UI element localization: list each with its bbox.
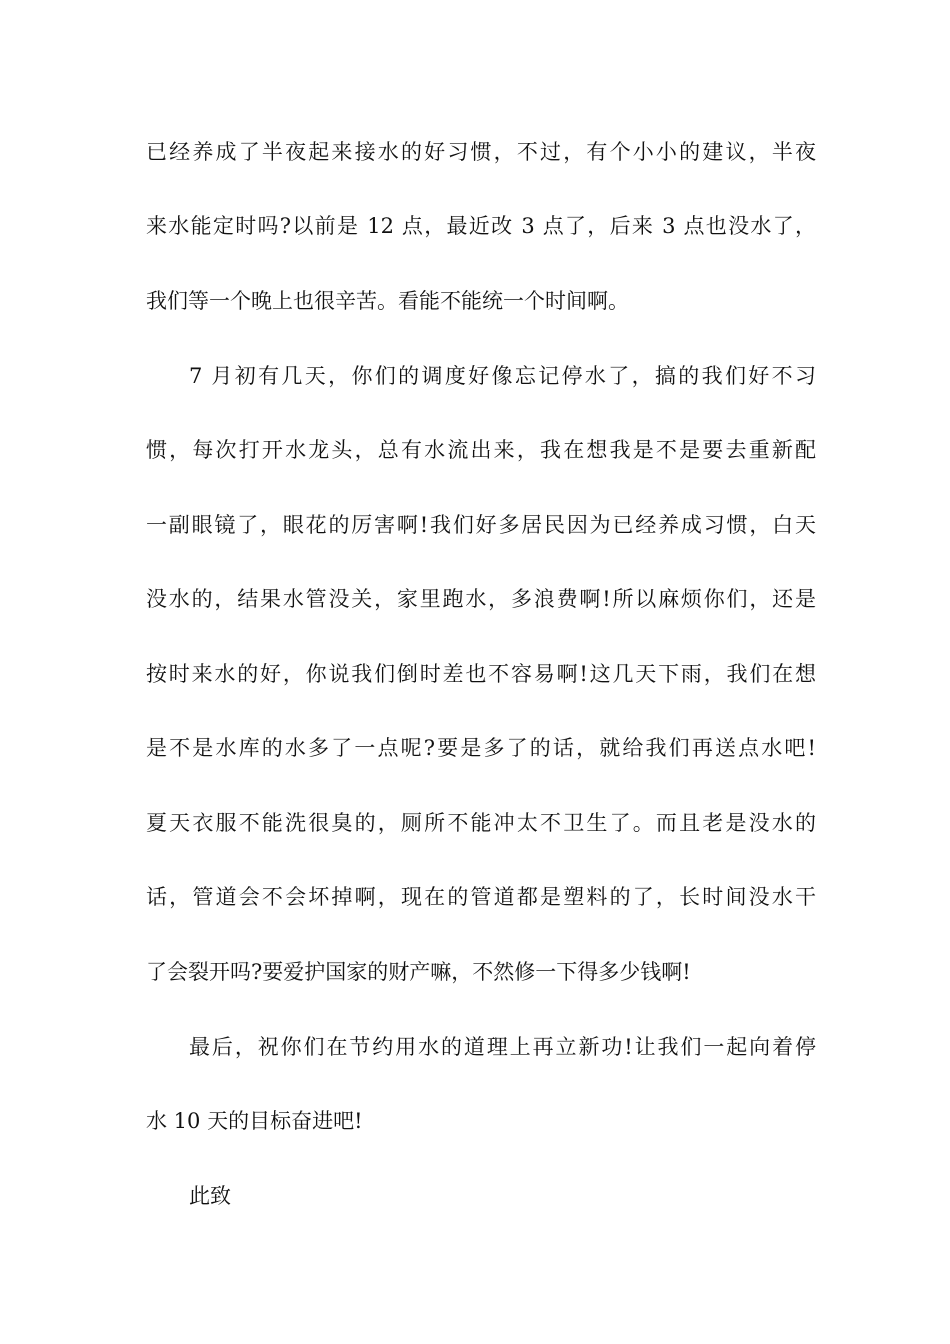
text-line: 水 10 天的目标奋进吧! [146, 1109, 363, 1133]
text-line: 已经养成了半夜起来接水的好习惯，不过，有个小小的建议，半夜 [146, 140, 816, 164]
text-line: 话，管道会不会坏掉啊，现在的管道都是塑料的了，长时间没水干 [146, 885, 816, 909]
text-line: 没水的，结果水管没关，家里跑水，多浪费啊!所以麻烦你们，还是 [146, 587, 816, 611]
text-line: 一副眼镜了，眼花的厉害啊!我们好多居民因为已经养成习惯，白天 [146, 513, 816, 537]
text-line: 7 月初有几天，你们的调度好像忘记停水了，搞的我们好不习 [189, 364, 816, 388]
text-line: 惯，每次打开水龙头，总有水流出来，我在想我是不是要去重新配 [146, 438, 816, 462]
text-line: 按时来水的好，你说我们倒时差也不容易啊!这几天下雨，我们在想 [146, 662, 816, 686]
text-line: 是不是水库的水多了一点呢?要是多了的话，就给我们再送点水吧! [146, 736, 816, 760]
text-line: 夏天衣服不能洗很臭的，厕所不能冲太不卫生了。而且老是没水的 [146, 811, 816, 835]
text-line: 来水能定时吗?以前是 12 点，最近改 3 点了，后来 3 点也没水了， [146, 214, 816, 238]
text-line: 我们等一个晚上也很辛苦。看能不能统一个时间啊。 [146, 289, 629, 313]
text-line: 最后，祝你们在节约用水的道理上再立新功!让我们一起向着停 [189, 1035, 816, 1059]
closing-salutation: 此致 [189, 1184, 231, 1208]
text-line: 了会裂开吗?要爱护国家的财产嘛，不然修一下得多少钱啊! [146, 960, 691, 984]
